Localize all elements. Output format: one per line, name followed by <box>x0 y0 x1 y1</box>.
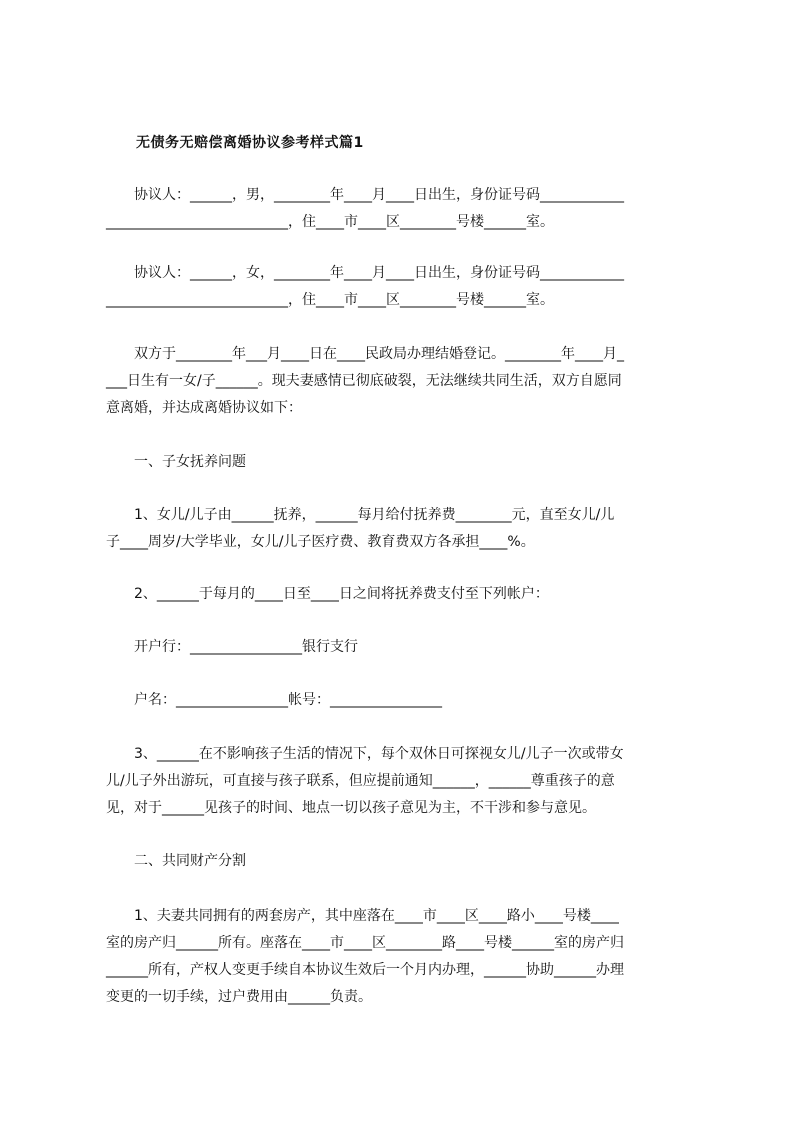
text-line: ______所有，产权人变更手续自本协议生效后一个月内办理，______协助______办理 <box>106 962 624 978</box>
document-title: 无债务无赔偿离婚协议参考样式篇1 <box>136 135 364 151</box>
text-line: ___日生有一女/子______。现夫妻感情已彻底破裂，无法继续共同生活，双方自愿同 <box>106 373 622 389</box>
text-line: 1、夫妻共同拥有的两套房产，其中座落在____市____区____路小____号楼____ <box>106 908 619 924</box>
text-line: 意离婚，并达成离婚协议如下： <box>106 400 302 416</box>
text-line: 协议人：______，男，________年____月____日出生，身份证号码____________ <box>106 187 624 203</box>
text-line: 户名：________________帐号：________________ <box>106 692 442 708</box>
section-heading: 二、共同财产分割 <box>106 853 246 869</box>
text-line: __________________________，住____市____区________号楼______室。 <box>106 292 554 308</box>
text-line: 1、女儿/儿子由______抚养，______每月给付抚养费________元，直至女儿/儿 <box>106 507 615 523</box>
section-heading: 一、子女抚养问题 <box>106 454 246 470</box>
text-line: 见，对于______见孩子的时间、地点一切以孩子意见为主，不干涉和参与意见。 <box>106 800 596 816</box>
text-line: __________________________，住____市____区________号楼______室。 <box>106 214 554 230</box>
text-line: 3、______在不影响孩子生活的情况下，每个双休日可探视女儿/儿子一次或带女 <box>106 746 624 762</box>
text-line: 变更的一切手续，过户费用由______负责。 <box>106 989 372 1005</box>
text-line: 协议人：______，女，________年____月____日出生，身份证号码____________ <box>106 265 624 281</box>
text-line: 双方于________年___月____日在____民政局办理结婚登记。________年____月_ <box>106 346 624 362</box>
text-line: 儿/儿子外出游玩，可直接与孩子联系，但应提前通知______，______尊重孩子的意 <box>106 773 615 789</box>
text-line: 开户行：________________银行支行 <box>106 639 358 655</box>
text-line: 室的房产归______所有。座落在____市____区________路____号楼______室的房产归 <box>106 935 624 951</box>
text-line: 2、______于每月的____日至____日之间将抚养费支付至下列帐户： <box>106 586 549 602</box>
text-line: 子____周岁/大学毕业，女儿/儿子医疗费、教育费双方各承担____%。 <box>106 534 535 550</box>
